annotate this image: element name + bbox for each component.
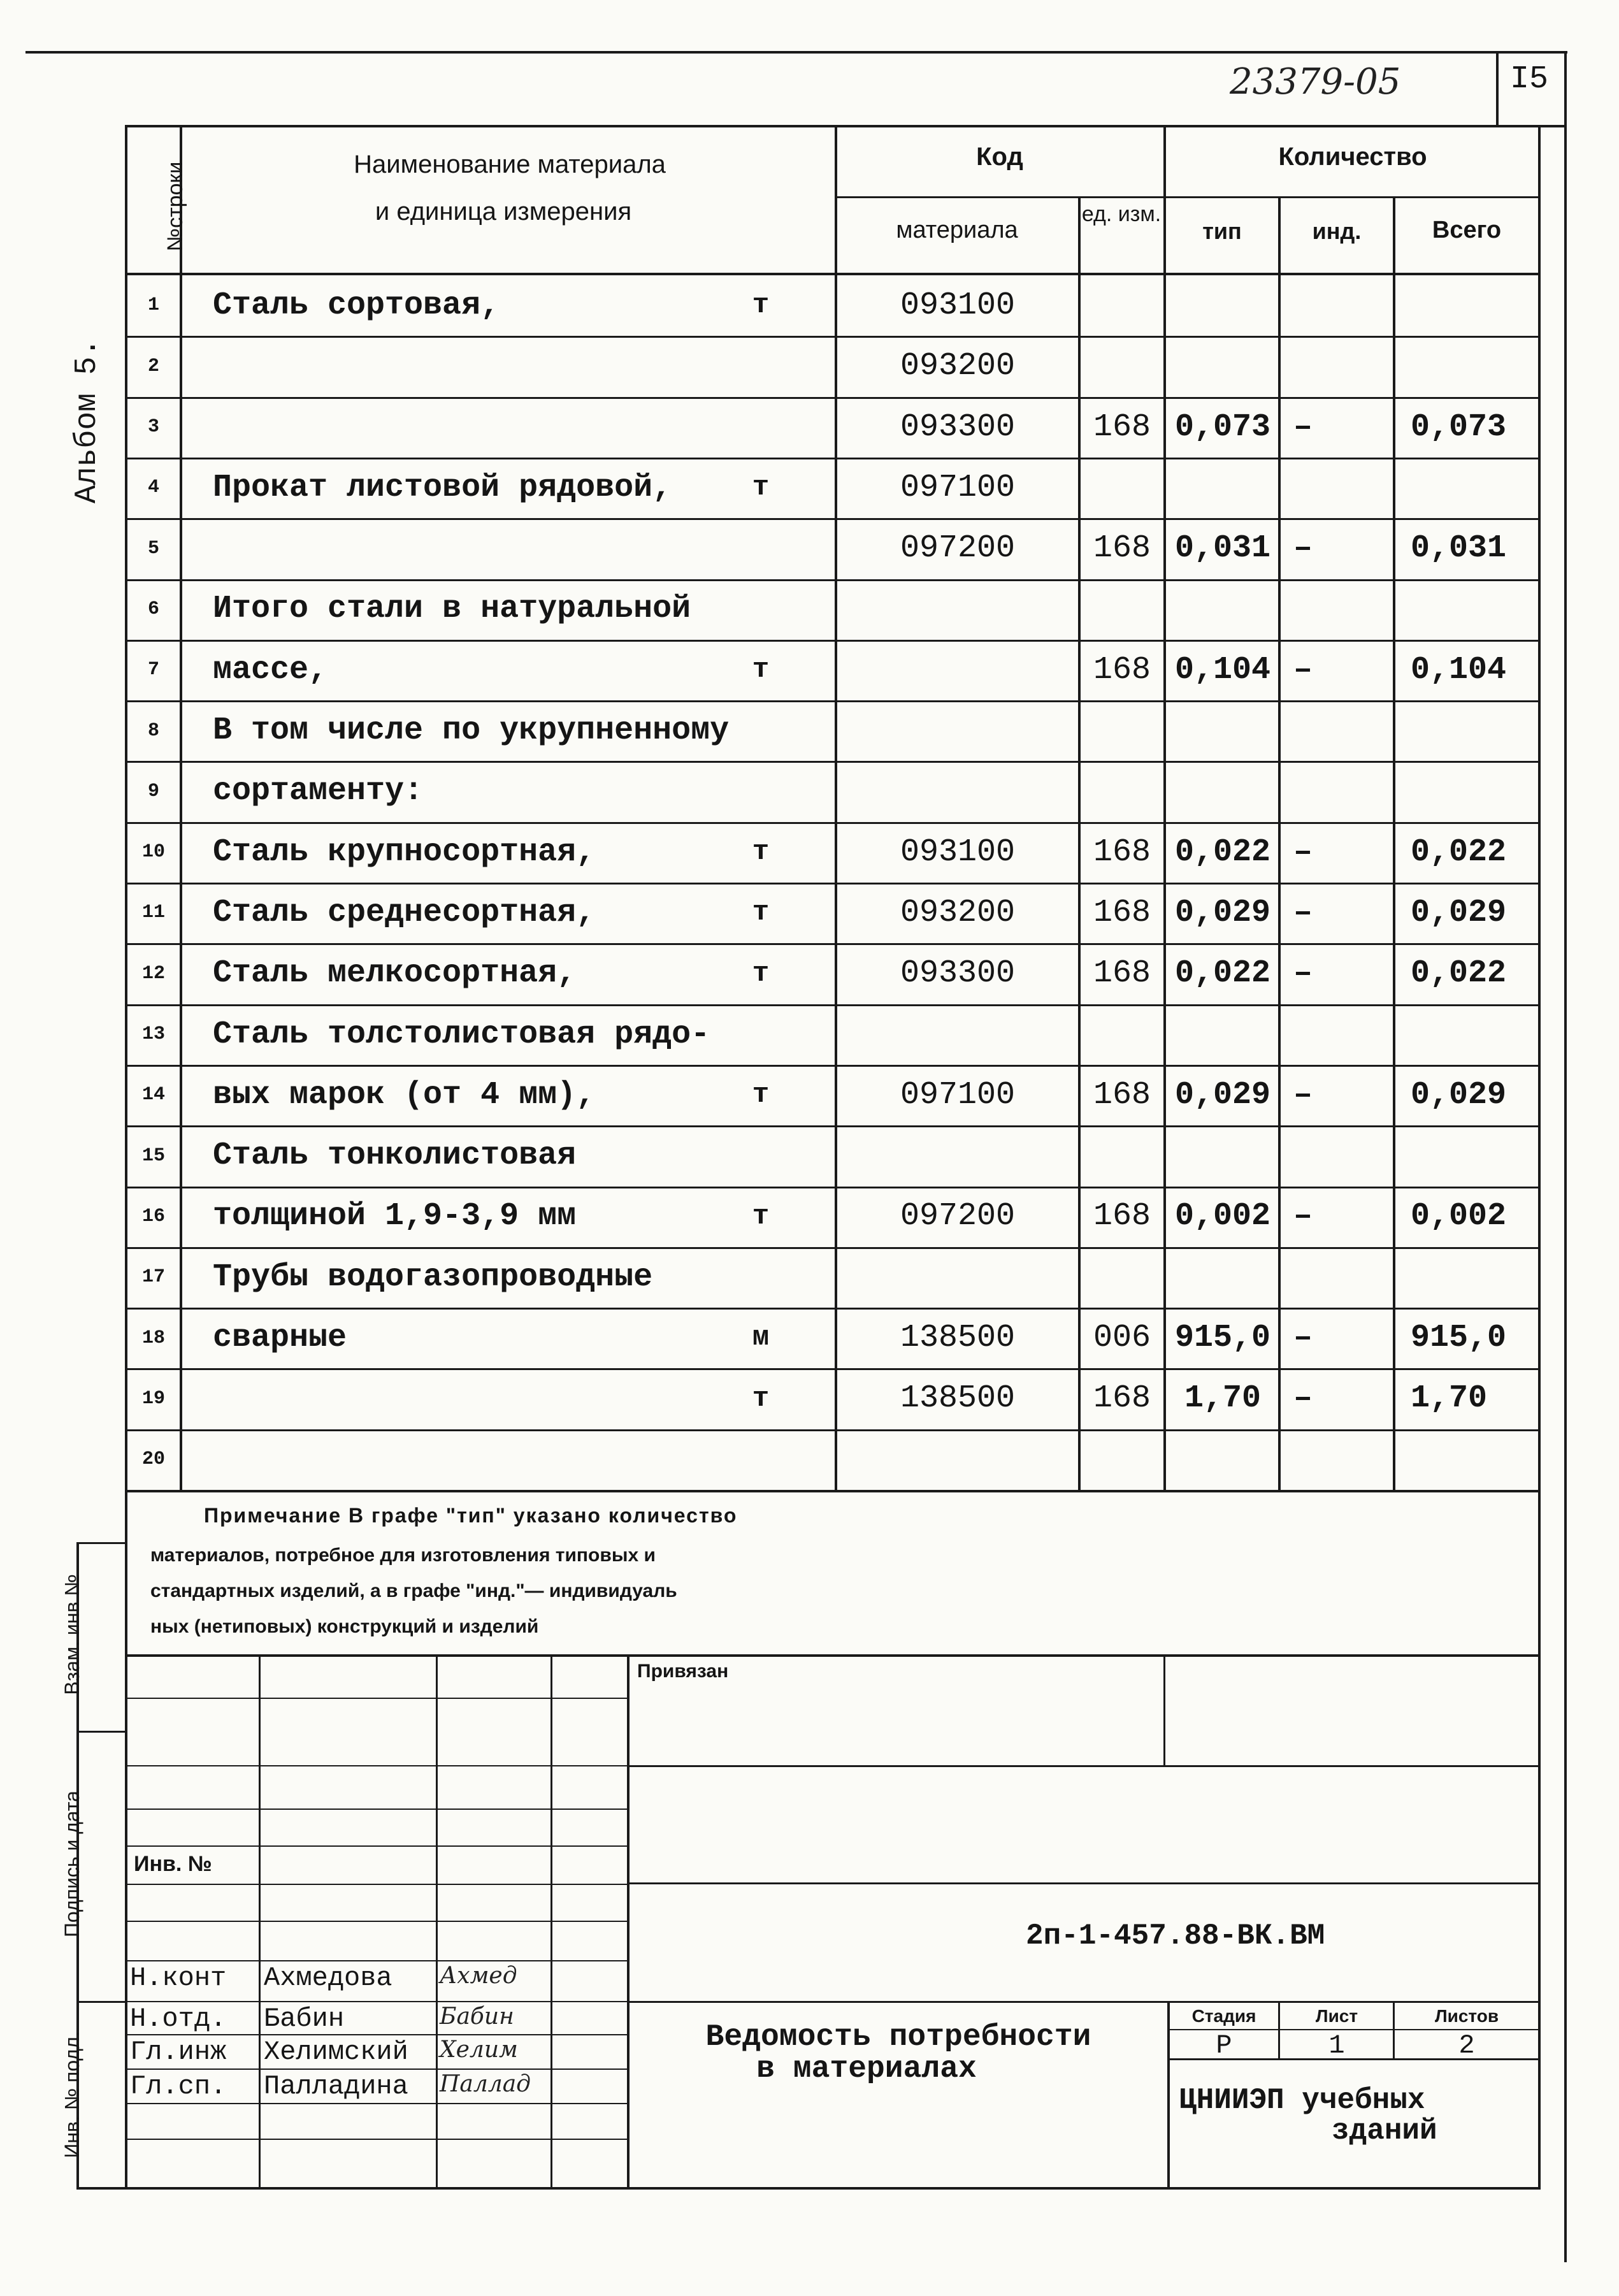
signer-name: Бабин	[264, 2004, 345, 2034]
cell-name: Сталь мелкосортная,	[213, 955, 577, 992]
cell-code: 093300	[900, 409, 1016, 445]
cell-code: 097100	[900, 470, 1016, 506]
cell-vsego: 0,022	[1411, 955, 1507, 992]
row-divider	[127, 822, 1539, 824]
row-divider	[127, 1004, 1539, 1006]
cell-ed: 168	[1093, 409, 1151, 445]
cell-vsego: 915,0	[1411, 1320, 1507, 1356]
cell-unit: т	[752, 958, 770, 990]
row-divider	[127, 883, 1539, 884]
header-quantity: Количество	[1278, 143, 1427, 171]
cell-unit: т	[752, 1201, 770, 1232]
cell-code: 093200	[900, 895, 1016, 931]
cell-tip: 0,002	[1174, 1198, 1271, 1234]
cell-tip: 0,022	[1174, 955, 1271, 992]
cell-n: 5	[147, 538, 159, 560]
cell-n: 7	[147, 659, 159, 681]
cell-name: сортаменту:	[213, 773, 424, 809]
row-divider	[127, 1429, 1539, 1431]
cell-n: 16	[141, 1206, 165, 1227]
row-divider	[127, 336, 1539, 338]
sheet-value: 1	[1328, 2030, 1345, 2061]
cell-n: 9	[147, 781, 159, 802]
inv-no-label: Инв. №	[134, 1852, 212, 1876]
row-divider	[127, 640, 1539, 642]
cell-ind: –	[1293, 1198, 1313, 1234]
row-divider	[127, 579, 1539, 581]
cell-ed: 168	[1093, 1198, 1151, 1234]
cell-ind: –	[1293, 1320, 1313, 1356]
cell-n: 13	[141, 1023, 165, 1045]
cell-vsego: 1,70	[1411, 1380, 1488, 1417]
cell-tip: 0,104	[1174, 652, 1271, 688]
cell-n: 8	[147, 720, 159, 742]
row-divider	[127, 761, 1539, 763]
cell-name: Итого стали в натуральной	[213, 591, 691, 627]
header-name-line2: и единица измерения	[375, 198, 632, 226]
cell-ed: 168	[1093, 955, 1151, 992]
cell-name: Прокат листовой рядовой,	[213, 470, 672, 506]
cell-name: Сталь крупносортная,	[213, 834, 596, 870]
cell-n: 12	[141, 963, 165, 985]
cell-unit: т	[752, 1079, 770, 1111]
cell-vsego: 0,029	[1411, 895, 1507, 931]
row-divider	[127, 1125, 1539, 1127]
signer-sign: Ахмед	[440, 1963, 517, 1989]
cell-name: Сталь среднесортная,	[213, 895, 596, 931]
cell-name: массе,	[213, 652, 328, 688]
cell-name: Сталь тонколистовая	[213, 1137, 577, 1174]
cell-n: 10	[141, 841, 165, 863]
cell-n: 18	[141, 1327, 165, 1349]
sheet-label: Лист	[1315, 2006, 1358, 2026]
cell-ed: 168	[1093, 1077, 1151, 1113]
cell-name: Сталь толстолистовая рядо-	[213, 1016, 710, 1053]
row-divider	[127, 1065, 1539, 1067]
cell-unit: т	[752, 654, 770, 686]
cell-vsego: 0,104	[1411, 652, 1507, 688]
cell-code: 093300	[900, 955, 1016, 992]
cell-code: 093100	[900, 834, 1016, 870]
cell-ed: 168	[1093, 652, 1151, 688]
cell-code: 138500	[900, 1320, 1016, 1356]
cell-ed: 006	[1093, 1320, 1151, 1356]
row-divider	[127, 458, 1539, 459]
cell-vsego: 0,002	[1411, 1198, 1507, 1234]
cell-name: толщиной 1,9-3,9 мм	[213, 1198, 577, 1234]
signer-role: Гл.сп.	[130, 2071, 227, 2102]
sheets-value: 2	[1458, 2030, 1475, 2061]
cell-ind: –	[1293, 1077, 1313, 1113]
cell-n: 6	[147, 598, 159, 620]
signer-sign: Хелим	[440, 2037, 518, 2063]
signer-role: Гл.инж	[130, 2037, 227, 2067]
cell-n: 2	[147, 356, 159, 377]
stage-label: Стадия	[1191, 2006, 1256, 2026]
cell-ind: –	[1293, 1380, 1313, 1417]
cell-unit: т	[752, 836, 770, 868]
cell-tip: 0,029	[1174, 1077, 1271, 1113]
cell-n: 11	[141, 902, 165, 923]
cell-unit: т	[752, 289, 770, 321]
cell-code: 093200	[900, 348, 1016, 384]
cell-vsego: 0,022	[1411, 834, 1507, 870]
signer-role: Н.конт	[130, 1963, 227, 1993]
cell-unit: т	[752, 1383, 770, 1415]
header-code-material: материала	[896, 217, 1018, 243]
cell-ind: –	[1293, 409, 1313, 445]
cell-vsego: 0,031	[1411, 530, 1507, 567]
cell-n: 14	[141, 1084, 165, 1106]
side-label-vzam: Взам. инв №	[61, 1574, 83, 1695]
header-qty-ind: инд.	[1312, 218, 1362, 244]
side-label-podpis: Подпись и дата	[61, 1790, 83, 1938]
cell-ed: 168	[1093, 895, 1151, 931]
cell-n: 4	[147, 477, 159, 498]
cell-tip: 0,031	[1174, 530, 1271, 567]
cell-unit: т	[752, 897, 770, 928]
signer-role: Н.отд.	[130, 2004, 227, 2034]
org-line2: зданий	[1332, 2114, 1437, 2148]
note-line-1: Примечание В графе "тип" указано количество	[204, 1504, 738, 1527]
row-divider	[127, 700, 1539, 702]
row-divider	[127, 943, 1539, 945]
privyazan-label: Привязан	[637, 1661, 729, 1682]
cell-name: Сталь сортовая,	[213, 287, 500, 324]
cell-n: 20	[141, 1448, 165, 1470]
signer-sign: Бабин	[440, 2004, 514, 2030]
cell-unit: т	[752, 472, 770, 503]
cell-vsego: 0,029	[1411, 1077, 1507, 1113]
cell-n: 17	[141, 1266, 165, 1288]
org-line1: ЦНИИЭП учебных	[1179, 2084, 1425, 2117]
cell-ed: 168	[1093, 530, 1151, 567]
cell-tip: 0,029	[1174, 895, 1271, 931]
note-line-4: ных (нетиповых) конструкций и изделий	[150, 1616, 539, 1637]
cell-ed: 168	[1093, 1380, 1151, 1417]
header-row-no: №строки	[163, 161, 187, 252]
signer-name: Палладина	[264, 2071, 408, 2102]
album-label: Альбом 5.	[70, 338, 104, 503]
cell-tip: 0,073	[1174, 409, 1271, 445]
cell-ind: –	[1293, 834, 1313, 870]
header-qty-total: Всего	[1432, 217, 1502, 243]
row-divider	[127, 518, 1539, 520]
cell-ind: –	[1293, 652, 1313, 688]
cell-ind: –	[1293, 530, 1313, 567]
doc-code: 2п-1-457.88-ВК.ВМ	[1026, 1919, 1325, 1953]
note-line-2: материалов, потребное для изготовления типовых и	[150, 1545, 656, 1566]
cell-name: сварные	[213, 1320, 347, 1356]
cell-code: 097100	[900, 1077, 1016, 1113]
row-divider	[127, 1247, 1539, 1249]
note-line-3: стандартных изделий, а в графе "инд."— индивидуаль	[150, 1580, 677, 1601]
row-divider	[127, 1187, 1539, 1188]
cell-ed: 168	[1093, 834, 1151, 870]
cell-code: 097200	[900, 1198, 1016, 1234]
signer-name: Ахмедова	[264, 1963, 392, 1993]
signer-sign: Паллад	[440, 2071, 531, 2097]
cell-tip: 915,0	[1174, 1320, 1271, 1356]
sheets-label: Листов	[1434, 2006, 1499, 2026]
signer-name: Хелимский	[264, 2037, 408, 2067]
row-divider	[127, 397, 1539, 399]
drawing-title-line1: Ведомость потребности	[705, 2020, 1091, 2054]
doc-number: 23379-05	[1230, 61, 1401, 103]
cell-n: 1	[147, 294, 159, 316]
cell-ind: –	[1293, 895, 1313, 931]
cell-n: 3	[147, 416, 159, 438]
cell-name: В том числе по укрупненному	[213, 712, 730, 749]
header-code-unit: ед. изм.	[1081, 202, 1162, 226]
stage-value: Р	[1216, 2030, 1232, 2061]
drawing-title-line2: в материалах	[756, 2052, 977, 2086]
cell-name: вых марок (от 4 мм),	[213, 1077, 596, 1113]
cell-code: 138500	[900, 1380, 1016, 1417]
cell-code: 097200	[900, 530, 1016, 567]
cell-code: 093100	[900, 287, 1016, 324]
cell-tip: 1,70	[1184, 1380, 1262, 1417]
cell-name: Трубы водогазопроводные	[213, 1259, 653, 1296]
cell-ind: –	[1293, 955, 1313, 992]
row-divider	[127, 1308, 1539, 1310]
cell-n: 15	[141, 1145, 165, 1167]
cell-unit: м	[752, 1322, 770, 1354]
cell-n: 19	[141, 1388, 165, 1410]
cell-tip: 0,022	[1174, 834, 1271, 870]
side-label-inv-podl: Инв. № подл.	[61, 2031, 83, 2158]
cell-vsego: 0,073	[1411, 409, 1507, 445]
page-number: I5	[1510, 61, 1549, 97]
header-code: Код	[976, 143, 1023, 171]
header-name-line1: Наименование материала	[354, 150, 666, 178]
header-qty-type: тип	[1202, 218, 1242, 244]
row-divider	[127, 1368, 1539, 1370]
